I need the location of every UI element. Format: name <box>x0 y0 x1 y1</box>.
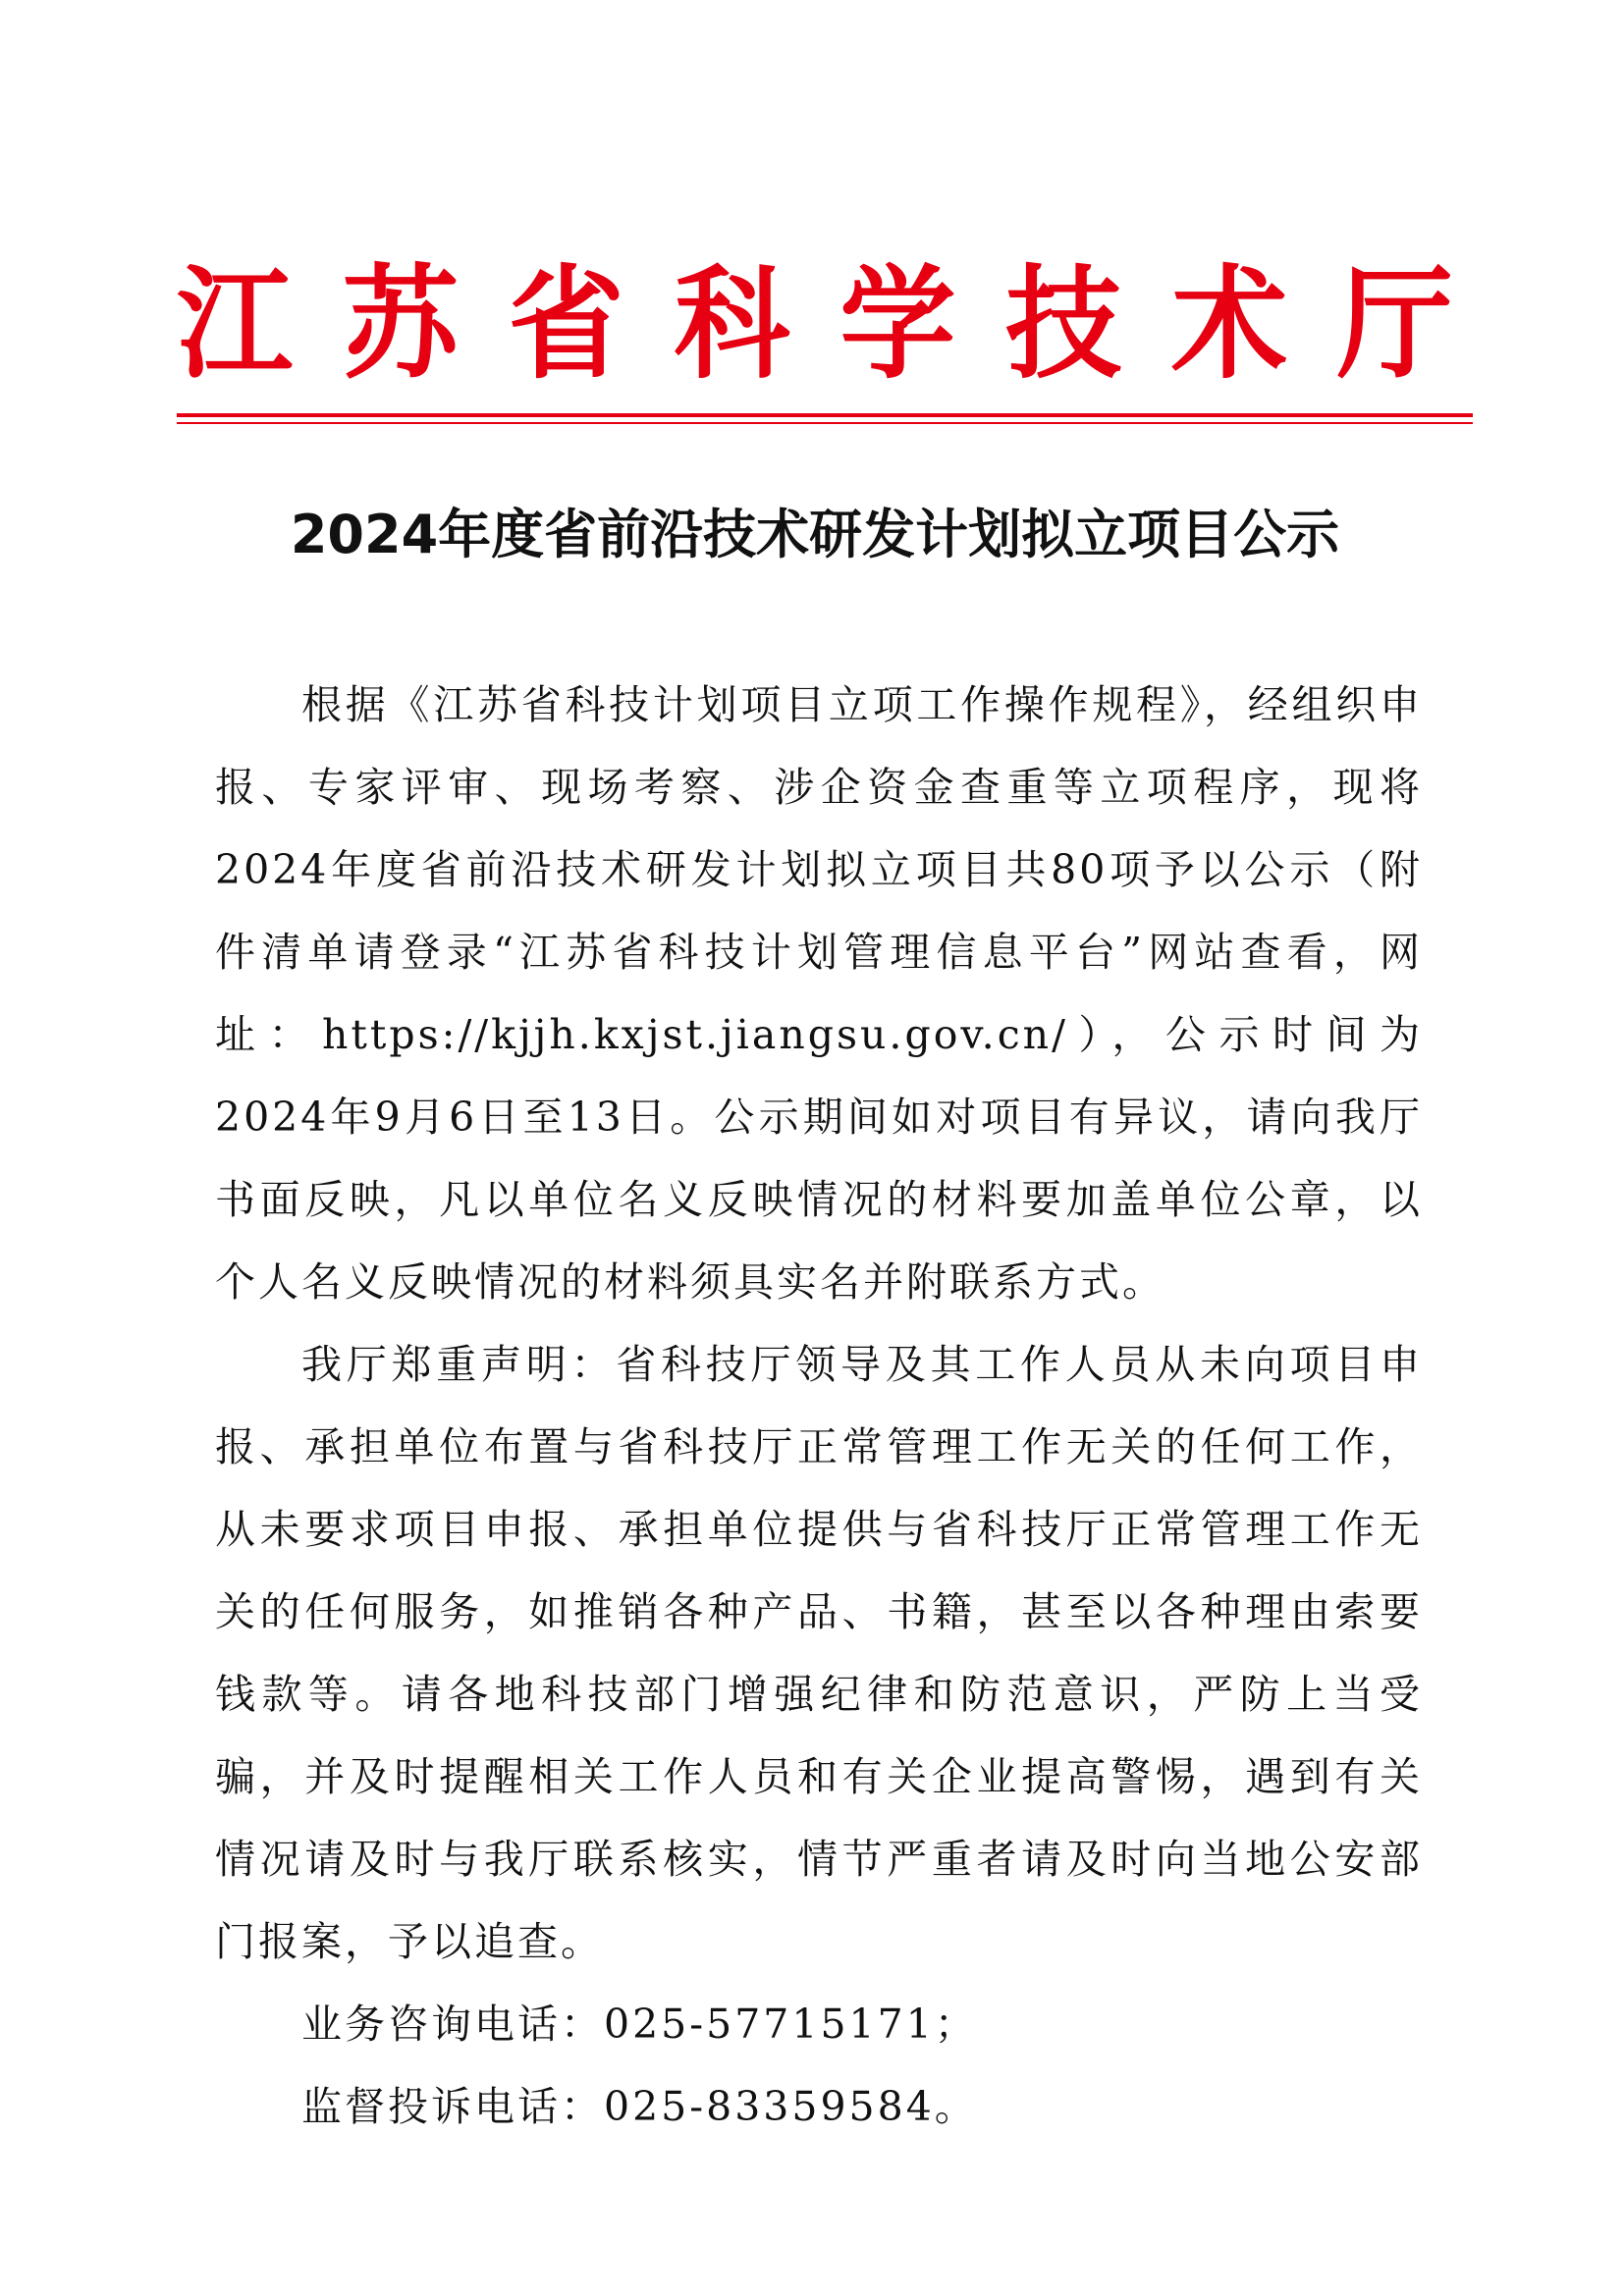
document-body <box>215 664 1423 2148</box>
org-letterhead <box>177 250 1453 398</box>
letterhead-char: 术 <box>1171 252 1288 396</box>
consultation-phone: 业务咨询电话：025-57715171； <box>301 2001 978 2048</box>
letterhead-char: 江 <box>177 252 294 396</box>
paragraph-announcement: 根据《江苏省科技计划项目立项工作操作规程》，经组织申报、专家评审、现场考察、涉企资金查重等立项程序，现将2024年度省前沿技术研发计划拟立项目共80项予以公示（附件清单请登录“江苏省科技计划管理信息平台”网站查看，网址：https://kjjh.kxjst.jiangsu.gov.cn/），公示时间为2024年9月6日至13日。公示期间如对项目有异议，请向我厅书面反映，凡以单位名义反映情况的材料要加盖单位公章，以个人名义反映情况的材料须具实名并附联系方式。 <box>215 681 1423 1306</box>
paragraph-declaration: 我厅郑重声明：省科技厅领导及其工作人员从未向项目申报、承担单位布置与省科技厅正常管理工作无关的任何工作，从未要求项目申报、承担单位提供与省科技厅正常管理工作无关的任何服务，如推销各种产品、书籍，甚至以各种理由索要钱款等。请各地科技部门增强纪律和防范意识，严防上当受骗，并及时提醒相关工作人员和有关企业提高警惕，遇到有关情况请及时与我厅联系核实，情节严重者请及时向当地公安部门报案，予以追查。 <box>215 1341 1423 1965</box>
letterhead-char: 学 <box>839 252 956 396</box>
letterhead-char: 厅 <box>1336 252 1453 396</box>
document-title: 2024年度省前沿技术研发计划拟立项目公示 <box>290 504 1340 565</box>
letterhead-char: 技 <box>1005 252 1122 396</box>
letterhead-char: 苏 <box>342 252 459 396</box>
letterhead-char: 省 <box>508 252 624 396</box>
complaint-phone: 监督投诉电话：025-83359584。 <box>301 2083 978 2130</box>
letterhead-char: 科 <box>674 252 790 396</box>
red-divider-thin <box>177 422 1473 424</box>
red-divider-thick <box>177 413 1473 417</box>
